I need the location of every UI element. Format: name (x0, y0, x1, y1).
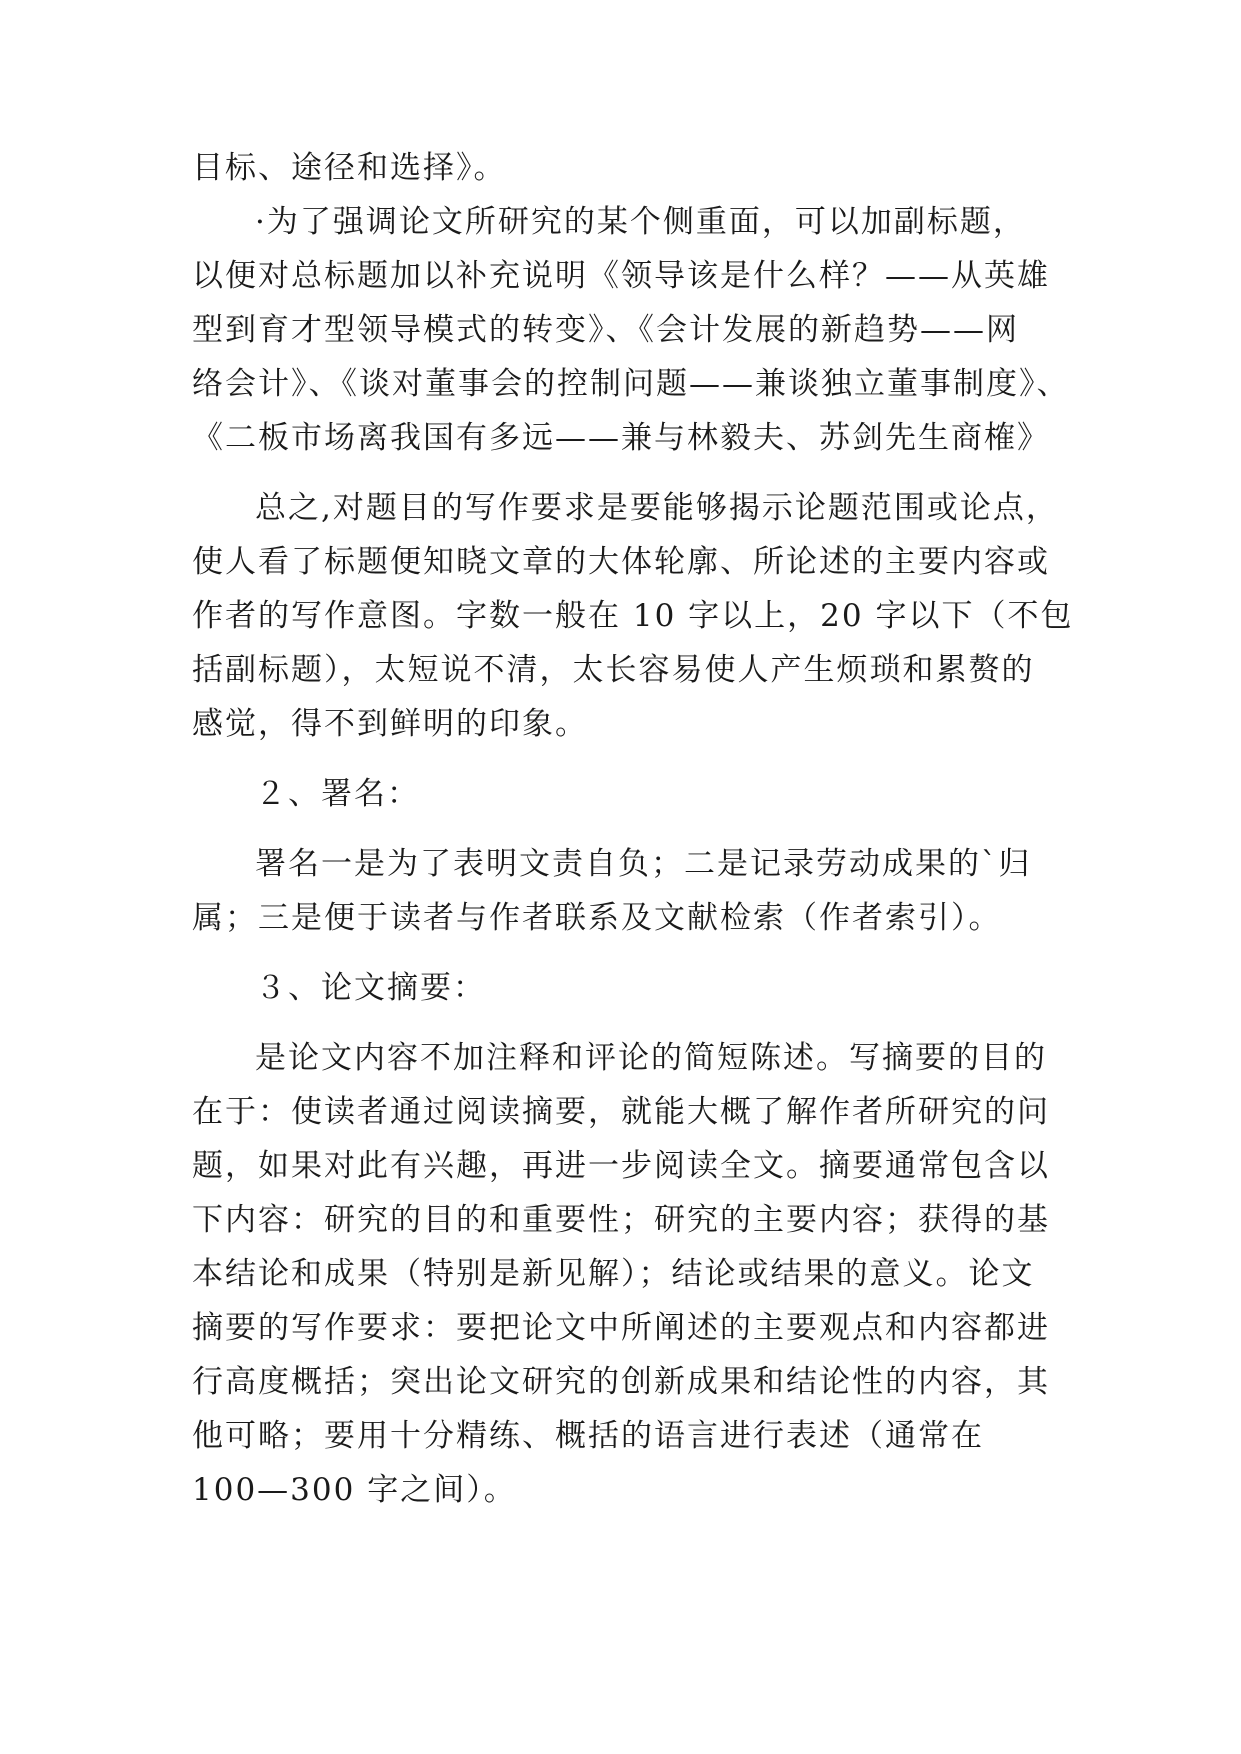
text-line: 《二板市场离我国有多远——兼与林毅夫、苏剑先生商榷》 (192, 420, 1050, 456)
text-line: 络会计》、《谈对董事会的控制问题——兼谈独立董事制度》、 (192, 366, 1070, 402)
text-line: 本结论和成果（特别是新见解）；结论或结果的意义。论文 (192, 1256, 1035, 1292)
text-line: 他可略；要用十分精练、概括的语言进行表述（通常在 (192, 1418, 984, 1454)
text-line: 作者的写作意图。字数一般在 10 字以上，20 字以下（不包 (192, 598, 1074, 634)
text-line: 题，如果对此有兴趣，再进一步阅读全文。摘要通常包含以 (192, 1148, 1050, 1184)
text-line: 型到育才型领导模式的转变》、《会计发展的新趋势——网 (192, 312, 1019, 348)
text-line: 感觉，得不到鲜明的印象。 (192, 706, 588, 742)
text-line: 行高度概括；突出论文研究的创新成果和结论性的内容，其 (192, 1364, 1050, 1400)
text-line: 署名一是为了表明文责自负；二是记录劳动成果的`归 (255, 846, 1032, 882)
text-line: 是论文内容不加注释和评论的简短陈述。写摘要的目的 (255, 1040, 1047, 1076)
text-line: 使人看了标题便知晓文章的大体轮廓、所论述的主要内容或 (192, 544, 1050, 580)
text-line: 以便对总标题加以补充说明《领导该是什么样？——从英雄 (192, 258, 1050, 294)
text-line: ·为了强调论文所研究的某个侧重面，可以加副标题， (255, 204, 1026, 240)
text-line: 下内容：研究的目的和重要性；研究的主要内容；获得的基 (192, 1202, 1050, 1238)
text-line: 目标、途径和选择》。 (192, 150, 507, 186)
text-line: 100—300 字之间）。 (192, 1472, 517, 1508)
text-line: 属；三是便于读者与作者联系及文献检索（作者索引）。 (192, 900, 1002, 936)
section-heading: ２、署名： (255, 776, 420, 812)
text-line: 摘要的写作要求：要把论文中所阐述的主要观点和内容都进 (192, 1310, 1050, 1346)
text-line: 在于：使读者通过阅读摘要，就能大概了解作者所研究的问 (192, 1094, 1050, 1130)
text-line: 括副标题），太短说不清，太长容易使人产生烦琐和累赘的 (192, 652, 1035, 688)
section-heading: ３、论文摘要： (255, 970, 486, 1006)
text-line: 总之,对题目的写作要求是要能够揭示论题范围或论点， (255, 490, 1059, 526)
